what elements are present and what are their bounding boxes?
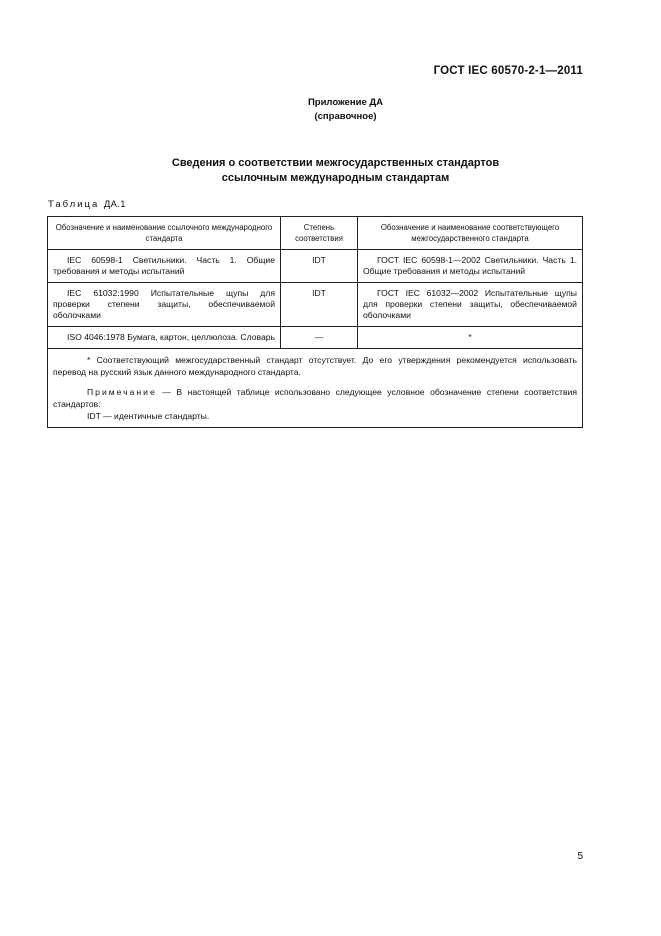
cell-degree: IDT (281, 283, 358, 327)
cell-degree: IDT (281, 250, 358, 283)
cell-degree: — (281, 327, 358, 349)
header-international-standard: Обозначение и наименование ссылочного международного стандарта (48, 217, 281, 250)
appendix-heading (0, 96, 661, 124)
appendix-title: Приложение ДА (307, 97, 384, 108)
section-title (0, 156, 661, 186)
document-code: ГОСТ IEC 60570-2-1—2011 (433, 65, 583, 77)
standards-table (47, 216, 583, 428)
note-idt-definition: IDT — идентичные стандарты. (87, 411, 210, 421)
table-row (48, 250, 583, 283)
table-label (48, 199, 126, 210)
table-notes (48, 349, 583, 428)
note-label: Примечание (87, 387, 157, 397)
section-title-line-2: ссылочным международным стандартам (221, 172, 450, 184)
table-row (48, 327, 583, 349)
section-title-line-1: Сведения о соответствии межгосударственных стандартов (171, 157, 500, 169)
appendix-type: (справочное) (314, 111, 377, 122)
cell-international: IEC 60598-1 Светильники. Часть 1. Общие требования и методы испытаний (48, 250, 281, 283)
table-label-word: Таблица (48, 199, 100, 210)
header-national-standard: Обозначение и наименование соответствующего межгосударственного стандарта (358, 217, 583, 250)
table-label-number: ДА.1 (103, 199, 126, 210)
note (53, 386, 577, 410)
footnote: * Соответствующий межгосударственный стандарт отсутствует. До его утверждения рекомендуется использовать перевод на русский язык данного международного стандарта. (53, 355, 577, 377)
table-notes-row (48, 349, 583, 428)
cell-international: IEC 61032:1990 Испытательные щупы для проверки степени защиты, обеспечиваемой оболочками (48, 283, 281, 327)
cell-international: ISO 4046:1978 Бумага, картон, целлюлоза. Словарь (48, 327, 281, 349)
page-number: 5 (577, 851, 583, 862)
table-header-row (48, 217, 583, 250)
header-degree: Степень соответствия (281, 217, 358, 250)
cell-national: * (358, 327, 583, 349)
table-row (48, 283, 583, 327)
note-text: — В настоящей таблице использовано следующее условное обозначение степени соответствия стандартов: (53, 387, 577, 409)
cell-national: ГОСТ IEC 61032—2002 Испытательные щупы для проверки степени защиты, обеспечиваемой оболочками (358, 283, 583, 327)
cell-national: ГОСТ IEC 60598-1—2002 Светильники. Часть 1. Общие требования и методы испытаний (358, 250, 583, 283)
